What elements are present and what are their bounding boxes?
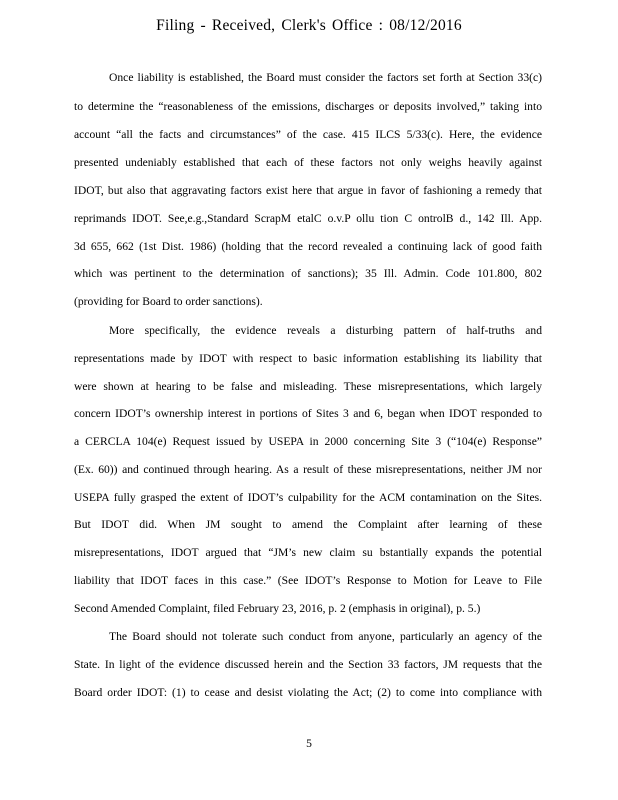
- text-line: representations made by IDOT with respect to basic information establishing its liability that: [74, 352, 542, 365]
- text-line: Once liability is established, the Board must consider the factors set forth at Section 33(c): [109, 71, 542, 84]
- text-line: Board order IDOT: (1) to cease and desist violating the Act; (2) to come into compliance with: [74, 686, 542, 699]
- text-line: liability that IDOT faces in this case.” (See IDOT’s Response to Motion for Leave to File: [74, 574, 542, 587]
- text-line: State. In light of the evidence discussed herein and the Section 33 factors, JM requests that the: [74, 658, 542, 671]
- text-line: reprimands IDOT. See,e.g.,Standard ScrapM etalC o.v.P ollu tion C ontrolB d., 142 Ill. App.: [74, 212, 542, 225]
- text-line: which was pertinent to the determination of sanctions); 35 Ill. Admin. Code 101.800, 802: [74, 267, 542, 280]
- text-line: (Ex. 60)) and continued through hearing. As a result of these misrepresentations, neither JM nor: [74, 463, 542, 476]
- text-line: misrepresentations, IDOT argued that “JM’s new claim su bstantially expands the potential: [74, 546, 542, 559]
- text-line: 3d 655, 662 (1st Dist. 1986) (holding that the record revealed a continuing lack of good faith: [74, 240, 542, 253]
- page-number: 5: [306, 737, 312, 750]
- text-line: More specifically, the evidence reveals a disturbing pattern of half-truths and: [109, 324, 542, 337]
- text-line: a CERCLA 104(e) Request issued by USEPA in 2000 concerning Site 3 (“104(e) Response”: [74, 435, 542, 448]
- filing-stamp-header: Filing - Received, Clerk's Office : 08/12/2016: [156, 17, 462, 34]
- text-line: concern IDOT’s ownership interest in portions of Sites 3 and 6, began when IDOT responded to: [74, 407, 542, 420]
- text-line: Second Amended Complaint, filed February 23, 2016, p. 2 (emphasis in original), p. 5.): [74, 602, 481, 615]
- text-line: USEPA fully grasped the extent of IDOT’s culpability for the ACM contamination on the Sites.: [74, 491, 542, 504]
- text-line: account “all the facts and circumstances” of the case. 415 ILCS 5/33(c). Here, the evidence: [74, 128, 542, 141]
- text-line: were shown at hearing to be false and misleading. These misrepresentations, which largely: [74, 380, 542, 393]
- text-line: presented undeniably established that each of these factors not only weighs heavily against: [74, 156, 542, 169]
- text-line: But IDOT did. When JM sought to amend the Complaint after learning of these: [74, 518, 542, 531]
- text-line: to determine the “reasonableness of the emissions, discharges or deposits involved,” taking into: [74, 100, 542, 113]
- text-line: (providing for Board to order sanctions).: [74, 295, 263, 308]
- text-line: The Board should not tolerate such conduct from anyone, particularly an agency of the: [109, 630, 542, 643]
- text-line: IDOT, but also that aggravating factors exist here that argue in favor of fashioning a remedy that: [74, 184, 542, 197]
